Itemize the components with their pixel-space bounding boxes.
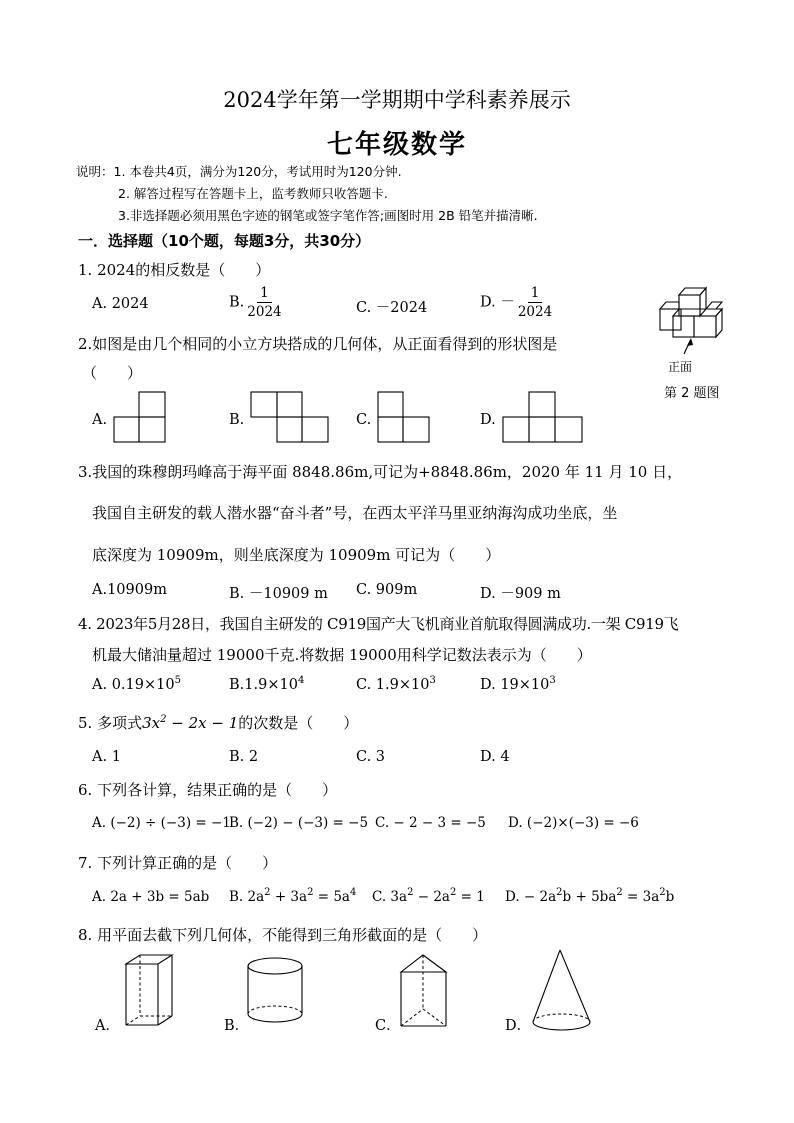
q7-option-d: D. − $2a^2b + 5ba^2 = 3a^2b$ <box>505 887 675 905</box>
q2-option-b-shape <box>250 391 330 443</box>
instructions-line-1: 说明：1. 本卷共4页，满分为120分，考试用时为120分钟. <box>76 164 402 179</box>
q8-option-d-label: D． <box>505 1018 532 1034</box>
q2-stem: 2.如图是由几个相同的小立方块搭成的几何体，从正面看得到的形状图是 <box>78 335 558 353</box>
q6-option-b: B. (−2) − (−3) = −5 <box>229 815 369 831</box>
q2-figure-caption: 第 2 题图 <box>664 386 720 401</box>
q8-option-c-label: C． <box>375 1018 401 1034</box>
q8-option-a-label: A． <box>95 1018 120 1034</box>
q1-option-a: A. 2024 <box>92 296 149 312</box>
q3-line-1: 3.我国的珠穆朗玛峰高于海平面 8848.86m,可记为+8848.86m，2020 年 11 月 10 日， <box>78 463 683 481</box>
q2-option-b-label: B. <box>229 412 245 428</box>
q5-option-c: C. 3 <box>356 749 386 765</box>
q8-stem: 8. 用平面去截下列几何体，不能得到三角形截面的是（ ） <box>78 926 488 944</box>
q2-answer-paren: （ ） <box>82 364 143 382</box>
q3-option-b: B. －10909 m <box>229 586 328 602</box>
instructions-line-2: 2. 解答过程写在答题卡上，监考教师只收答题卡. <box>118 186 388 201</box>
q5-option-d: D. 4 <box>480 749 510 765</box>
q6-option-d: D. (−2)×(−3) = −6 <box>508 815 639 831</box>
q3-option-d: D. －909 m <box>480 586 561 602</box>
fraction: $\frac{1}{2024}$ <box>247 285 282 320</box>
q4-option-b: $B.1.9\times 10^4$ <box>229 675 305 693</box>
q2-option-a-shape <box>113 391 167 443</box>
q2-option-a-label: A. <box>92 412 108 428</box>
q7-option-a: A. 2a + 3b = 5ab <box>92 889 210 905</box>
q3-option-a: A.10909m <box>92 582 167 598</box>
q4-option-d: D. $19\times 10^3$ <box>480 675 556 693</box>
q8-option-d-cone <box>530 947 600 1033</box>
q4-option-a: A. $0.19\times 10^5$ <box>92 675 181 693</box>
q4-option-c: C. $1.9\times 10^3$ <box>356 675 436 693</box>
q5-stem: 5. 多项式$3x^2 - 2x - 1$的次数是（ ） <box>78 714 359 732</box>
q1-stem: 1. 2024的相反数是（ ） <box>78 261 271 279</box>
exam-subject: 七年级数学 <box>326 130 467 160</box>
q8-option-b-label: B． <box>224 1018 250 1034</box>
q4-line-2: 机最大储油量超过 19000千克.将数据 19000用科学记数法表示为（ ） <box>92 646 592 664</box>
q2-front-label: 正面 <box>668 360 693 374</box>
q1-option-c: C. －2024 <box>356 300 428 316</box>
q7-option-b: B. $2a^2 + 3a^2 = 5a^4$ <box>229 887 357 905</box>
q8-option-c-prism <box>398 952 458 1032</box>
q5-option-b: B. 2 <box>229 749 259 765</box>
q5-option-a: A. 1 <box>92 749 121 765</box>
exam-title: 2024学年第一学期期中学科素养展示 <box>223 88 571 112</box>
q2-option-d-shape <box>502 391 584 443</box>
fraction: $\frac{1}{2024}$ <box>517 285 553 320</box>
q6-option-c: C. − 2 − 3 = −5 <box>375 815 486 831</box>
instructions-line-3: 3.非选择题必须用黑色字迹的钢笔或签字笔作答;画图时用 2B 铅笔并描清晰. <box>118 208 538 223</box>
q3-line-3: 底深度为 10909m，则坐底深度为 10909m 可记为（ ） <box>92 546 501 564</box>
q8-option-a-prism <box>120 952 180 1032</box>
q8-option-b-cylinder <box>245 956 307 1028</box>
q6-option-a: A. (−2) ÷ (−3) = −1 <box>92 815 231 831</box>
q4-line-1: 4. 2023年5月28日，我国自主研发的 C919国产大飞机商业首航取得圆满成功.一架 C919飞 <box>78 615 679 633</box>
q2-option-c-shape <box>377 391 431 443</box>
q7-stem: 7. 下列计算正确的是（ ） <box>78 854 278 872</box>
q6-stem: 6. 下列各计算，结果正确的是（ ） <box>78 781 338 799</box>
q2-option-c-label: C. <box>356 412 372 428</box>
q3-line-2: 我国自主研发的载人潜水器“奋斗者”号，在西太平洋马里亚纳海沟成功坐底，坐 <box>92 504 618 522</box>
section-heading: 一．选择题（10个题，每题3分，共30分） <box>78 232 371 250</box>
q7-option-c: C. $3a^2 - 2a^2 = 1$ <box>372 887 485 905</box>
q1-option-d: D. － $\frac{1}{2024}$ <box>480 284 555 321</box>
q1-option-b: B. $\frac{1}{2024}$ <box>229 284 285 321</box>
instructions-label: 说明： <box>76 164 114 179</box>
q3-option-c: C. 909m <box>356 582 418 598</box>
q5-polynomial: $3x^2 - 2x - 1$ <box>142 714 239 732</box>
q2-option-d-label: D. <box>480 412 496 428</box>
